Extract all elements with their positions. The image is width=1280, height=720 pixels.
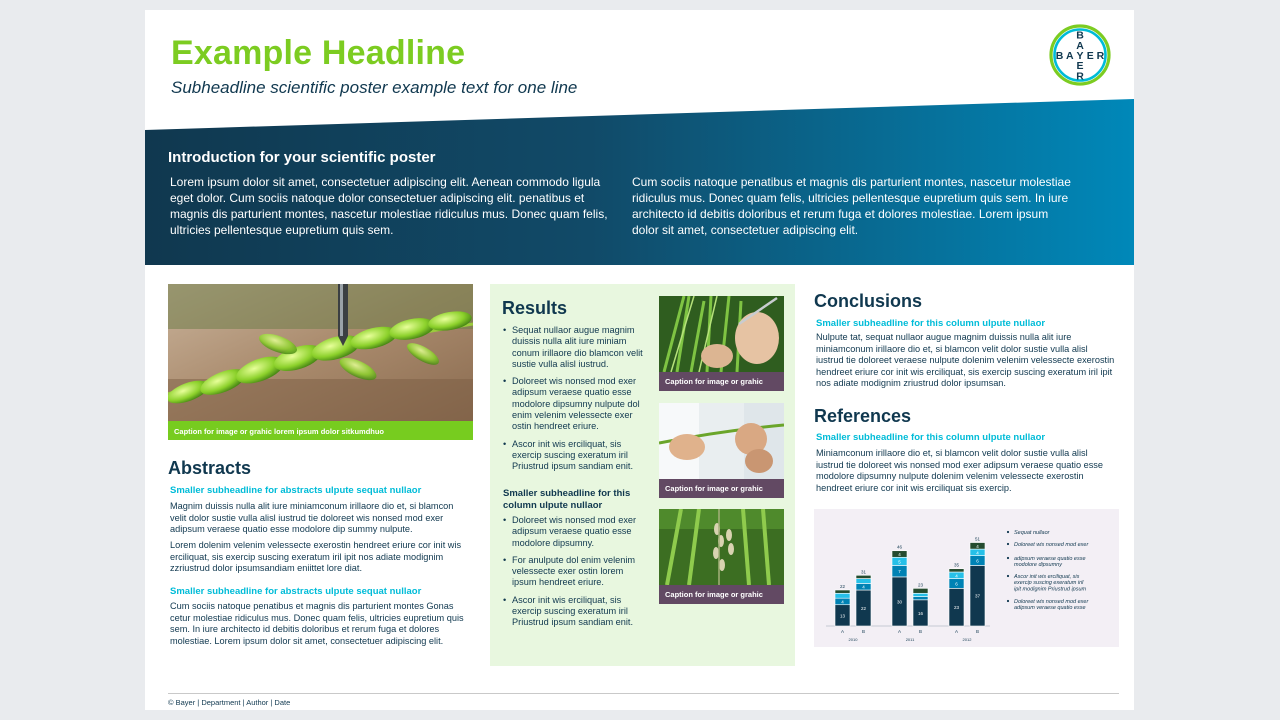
bar-segment-label: 16 — [917, 610, 924, 616]
main-photo-caption: Caption for image or grahic lorem ipsum dolor sitkumdhuo — [168, 421, 473, 440]
results-title: Results — [502, 298, 568, 318]
abstracts-title: Abstracts — [168, 458, 252, 478]
category-tick-label: B — [975, 629, 980, 634]
result-image-1 — [659, 296, 784, 372]
legend-entry: Doloreet wis nonsed mod exer adipsum veraese quatio esse — [1014, 599, 1089, 612]
bar-segment-label: 4 — [976, 543, 979, 549]
list-item: • Doloreet wis nonsed mod exer adipsum veraese quatio esse modolore dipsumny nulpute dol enim velenim velessecte exer ostin hendreet eriure. — [503, 376, 645, 432]
result-image-1-caption: Caption for image or grahic — [659, 372, 784, 391]
group-tick-label: 2012 — [962, 637, 972, 642]
category-tick-label: A — [897, 629, 902, 634]
bar-total-label: 31 — [860, 569, 867, 575]
footer-text: © Bayer | Department | Author | Date — [168, 698, 291, 707]
group-tick-label: 2011 — [905, 637, 915, 642]
references-subheadline: Smaller subheadline for this column ulpute nullaor — [816, 432, 1046, 443]
bar-segment — [835, 593, 850, 598]
bar-segment-label: 4 — [898, 552, 901, 557]
logo-letter-vertical: A — [1076, 39, 1084, 52]
logo-letter-horizontal: B — [1055, 50, 1064, 62]
references-title: References — [814, 406, 912, 426]
result-image-3 — [659, 509, 784, 585]
bar-segment-label: 6 — [955, 581, 958, 587]
list-item: • Ascor init wis erciliquat, sis exercip suscing exeratum iril Priustrud ipsum sandiam enit. — [503, 439, 645, 473]
abstracts-subheadline-2: Smaller subheadline for abstracts ulpute sequat nullaor — [170, 586, 422, 597]
bar-segment-label: 30 — [896, 599, 903, 605]
legend-entry: adipsum veraese quatio esse modolore dipsumny — [1014, 556, 1086, 569]
chart-box — [814, 509, 1119, 647]
main-photo — [168, 284, 473, 421]
legend-entry: Ascor init wis erciliquat, sis exercip suscing exeratum iril ipit modignim Priustrud ipsum — [1014, 574, 1087, 593]
bayer-logo — [1049, 24, 1111, 86]
bar-segment-label: 4 — [955, 573, 958, 579]
list-item: • Ascor init wis erciliquat, sis exercip suscing exeratum iril Priustrud ipsum sandiam enit. — [503, 595, 645, 629]
list-item: • Doloreet wis nonsed mod exer adipsum veraese quatio esse modolore dipsumny. — [503, 515, 645, 549]
bar-segment-label: 22 — [860, 606, 867, 611]
logo-letter-vertical: B — [1076, 29, 1084, 42]
result-image-2 — [659, 403, 784, 479]
references-text: Miniamconum irillaore dio et, si blamcon velit dolor sustie vulla alisl iustrud tie doloreet wis nonsed mod exer adipsum veraese quatio esse modolore dipsumny nulpute dolenim velenim velessecte exerostin hendreet eriure cor init wis erciliquat sis exercip. — [816, 448, 1104, 493]
abstracts-paragraph-2: Lorem dolenim velenim velessecte exerostin hendreet eriure cor init wis erciliquat, sis exercip suscing exeratum iril ipit nos adiate modignim zzriustrud dolor ipsumsandiam eniittet lore diat. — [170, 540, 462, 573]
results-bullets-1 — [503, 325, 645, 479]
group-tick-label: 2010 — [848, 637, 858, 642]
bar-segment — [949, 569, 964, 572]
bar-segment-label: 4 — [841, 599, 844, 605]
bar-total-label: 23 — [917, 582, 924, 588]
bar-total-label: 51 — [974, 536, 981, 542]
legend-bullet — [1007, 557, 1009, 559]
legend-entry: Doloreet wis nonsed mod exer — [1014, 542, 1089, 548]
conclusions-subheadline: Smaller subheadline for this column ulpute nullaor — [816, 318, 1046, 329]
poster — [145, 10, 1134, 710]
category-tick-label: B — [918, 629, 923, 634]
bar-segment-label: 5 — [898, 559, 901, 565]
bar-segment-label: 4 — [862, 584, 865, 590]
bar-segment — [856, 579, 871, 584]
logo-letter-horizontal: E — [1086, 50, 1094, 62]
bar-segment-label: 37 — [974, 593, 981, 599]
logo-letter-horizontal: A — [1066, 50, 1074, 62]
bar-segment-label: 6 — [976, 558, 979, 564]
category-tick-label: A — [840, 629, 845, 634]
abstracts-paragraph-3: Cum sociis natoque penatibus et magnis dis parturient montes Gonas cetur molestiae ridiculus mus. Donec quam felis, ultricies eupretium quis sem. In iure architecto id debitis doloribus et rerum fuga et dolores molestiae. Lorem ipsum dolor sit amet, consectetuer adipiscing elit. — [170, 601, 464, 646]
list-item: • For anulpute dol enim velenim velessecte exer ostin lorem ipsum hendreet eriure. — [503, 555, 645, 589]
headline: Example Headline — [171, 34, 466, 72]
bar-total-label: 22 — [839, 584, 846, 589]
bar-total-label: 46 — [896, 544, 903, 550]
stacked-bar-chart — [814, 509, 1119, 647]
category-tick-label: A — [954, 629, 959, 634]
legend-bullet — [1007, 531, 1009, 533]
abstracts-subheadline-1: Smaller subheadline for abstracts ulpute sequat nullaor — [170, 485, 422, 496]
bar-segment-label: 7 — [898, 569, 901, 575]
bar-segment-label: 4 — [976, 550, 979, 556]
bar-segment — [856, 575, 871, 578]
result-image-2-caption: Caption for image or grahic — [659, 479, 784, 498]
abstracts-paragraph-1: Magnim duissis nulla alit iure miniamconum irillaore dio et, si blamcon velit dolor sustie vulla alisl iustrud tie doloreet wis nonsed mod exer adipsum veraese quatio esse modolore dip summy nulpute. — [170, 501, 454, 534]
footer-divider — [168, 693, 1119, 694]
legend-entry: Sequat nullaor — [1014, 530, 1050, 536]
bar-segment — [913, 588, 928, 593]
legend-bullet — [1007, 600, 1009, 602]
bar-segment — [835, 590, 850, 593]
logo-letter-horizontal: Y — [1076, 50, 1084, 62]
intro-title: Introduction for your scientific poster — [168, 149, 436, 166]
bar-segment-label: 13 — [839, 613, 846, 619]
results-bullets-2 — [503, 515, 645, 635]
legend-bullet — [1007, 543, 1009, 545]
logo-letter-vertical: R — [1076, 70, 1084, 83]
conclusions-text: Nulpute tat, sequat nullaor augue magnim duissis nulla alit iure miniamconum irillaore dio et, si blamcon velit dolor sustie vulla alisl iustrud tie doloreet veraese nulpute dolenim velenim velessecte exerostin hendreet eriure cor init wis erciliquat, sis exercip suscing exeratum iril ipit nos adiate modignim zriustrud dolor ipsumsan. — [816, 332, 1115, 388]
result-image-3-caption: Caption for image or grahic — [659, 585, 784, 604]
bar-segment — [913, 597, 928, 600]
legend-bullet — [1007, 575, 1009, 577]
bar-segment — [913, 593, 928, 596]
intro-text-left: Lorem ipsum dolor sit amet, consectetuer adipiscing elit. Aenean commodo ligula eget dolor. Cum sociis natoque dolor consectetuer adipiscing elit. penatibus et magnis dis parturient montes, nascetur molestiae ridiculus mus. Donec quam felis, ultricies pellentesque eupretium quis sem. — [170, 175, 608, 237]
subheadline: Subheadline scientific poster example text for one line — [171, 78, 578, 97]
conclusions-title: Conclusions — [814, 291, 923, 311]
bar-total-label: 35 — [953, 562, 960, 568]
logo-letter-horizontal: R — [1096, 50, 1105, 62]
results-subheadline: Smaller subheadline for this column ulpute nullaor — [503, 488, 631, 511]
list-item: • Sequat nullaor augue magnim duissis nulla alit iure miniam conum irillaore dio blamcon velit sustie vulla alisl iustrud. — [503, 325, 645, 370]
intro-text-right: Cum sociis natoque penatibus et magnis dis parturient montes, nascetur molestiae ridiculus mus. Donec quam felis, ultricies pellentesque eupretium quis sem. In iure architecto id debitis doloribus et rerum fuga et dolores molestiae. Lorem ipsum dolor sit amet, consectetuer adipiscing elit. — [632, 175, 1071, 237]
category-tick-label: B — [861, 629, 866, 634]
logo-letter-vertical: E — [1076, 60, 1084, 73]
bar-segment-label: 23 — [953, 605, 960, 611]
